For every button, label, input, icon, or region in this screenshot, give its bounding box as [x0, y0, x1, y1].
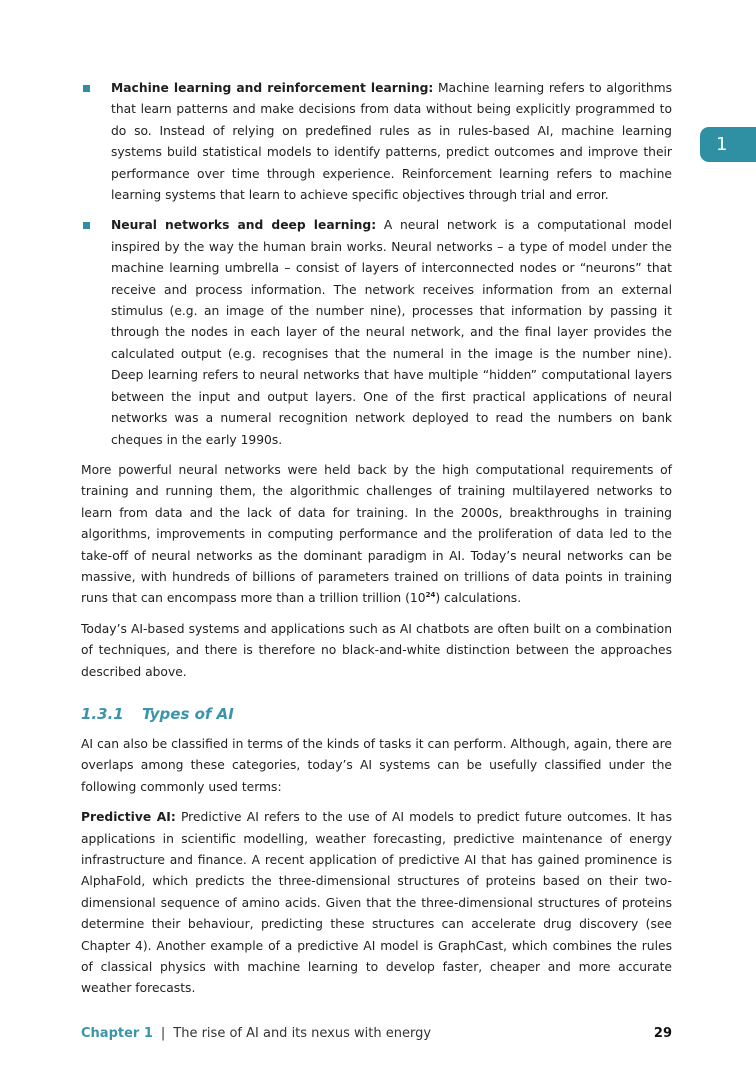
footer-chapter: Chapter 1: [81, 1026, 153, 1041]
bullet-item: [81, 78, 672, 206]
footer-separator: |: [160, 1026, 166, 1041]
bullet-text: Machine learning refers to algorithms that learn patterns and make decisions from data without being explicitly programmed to do so. Instead of relying on predefined rules as in rules-based AI, machine learning systems build statistical models to identify patterns, predict outcomes and improve their performance over time through experience. Reinforcement learning refers to machine learning systems that learn to achieve specific objectives through trial and error.: [111, 81, 672, 203]
page-number: 29: [653, 1026, 672, 1041]
paragraph: AI can also be classified in terms of the kinds of tasks it can perform. Although, again, there are overlaps among these categories, today’s AI systems can be usefully classified under the following commonly used terms:: [81, 736, 672, 794]
page-body: [81, 78, 672, 1009]
paragraph-term: Predictive AI:: [81, 810, 176, 825]
section-title: Types of AI: [142, 704, 234, 723]
bullet-item: [81, 215, 672, 450]
page-footer: [81, 1024, 672, 1044]
square-bullet-icon: [83, 85, 90, 92]
paragraph: [81, 807, 672, 1000]
paragraph: [81, 460, 672, 610]
square-bullet-icon: [83, 222, 90, 229]
paragraph: Today’s AI-based systems and applications such as AI chatbots are often built on a combination of techniques, and there is therefore no black-and-white distinction between the approaches described above.: [81, 621, 672, 679]
paragraph-text: More powerful neural networks were held back by the high computational requirements of training and running them, the algorithmic challenges of training multilayered networks to learn from data and the lack of data for training. In the 2000s, breakthroughs in training algorithms, improvements in computing performance and the proliferation of data led to the take-off of neural networks as the dominant paradigm in AI. Today’s neural networks can be massive, with hundreds of billions of parameters trained on trillions of data points in training runs that can encompass more than a trillion trillion (10: [81, 462, 672, 606]
bullet-text: A neural network is a computational model inspired by the way the human brain works. Neural networks – a type of model under the machine learning umbrella – consist of layers of interconnected nodes or “neurons” that receive and process information. The network receives information from an external stimulus (e.g. an image of the number nine), processes that information by passing it through the nodes in each layer of the neural network, and the final layer provides the calculated output (e.g. recognises that the numeral in the image is the number nine). Deep learning refers to neural networks that have multiple “hidden” computational layers between the input and output layers. One of the first practical applications of neural networks was a numeral recognition network deployed to read the numbers on bank cheques in the early 1990s.: [111, 218, 672, 447]
bullet-term: Machine learning and reinforcement learning:: [111, 81, 434, 95]
paragraph-text: Predictive AI refers to the use of AI models to predict future outcomes. It has applications in scientific modelling, weather forecasting, predictive maintenance of energy infrastructure and finance. A recent application of predictive AI that has gained prominence is AlphaFold, which predicts the three-dimensional structures of proteins based on their two-dimensional sequence of amino acids. Given that the three-dimensional structures of proteins determine their behaviour, predicting these structures can accelerate drug discovery (see Chapter 4). Another example of a predictive AI model is GraphCast, which combines the rules of classical physics with machine learning to develop faster, cheaper and more accurate weather forecasts.: [81, 810, 672, 996]
section-heading: [81, 704, 672, 724]
exponent: 24: [425, 591, 436, 600]
section-number: 1.3.1: [81, 704, 124, 723]
paragraph-text-end: ) calculations.: [435, 591, 522, 606]
chapter-tab: 1: [700, 127, 756, 162]
bullet-term: Neural networks and deep learning:: [111, 218, 377, 233]
footer-title: The rise of AI and its nexus with energy: [173, 1026, 432, 1041]
